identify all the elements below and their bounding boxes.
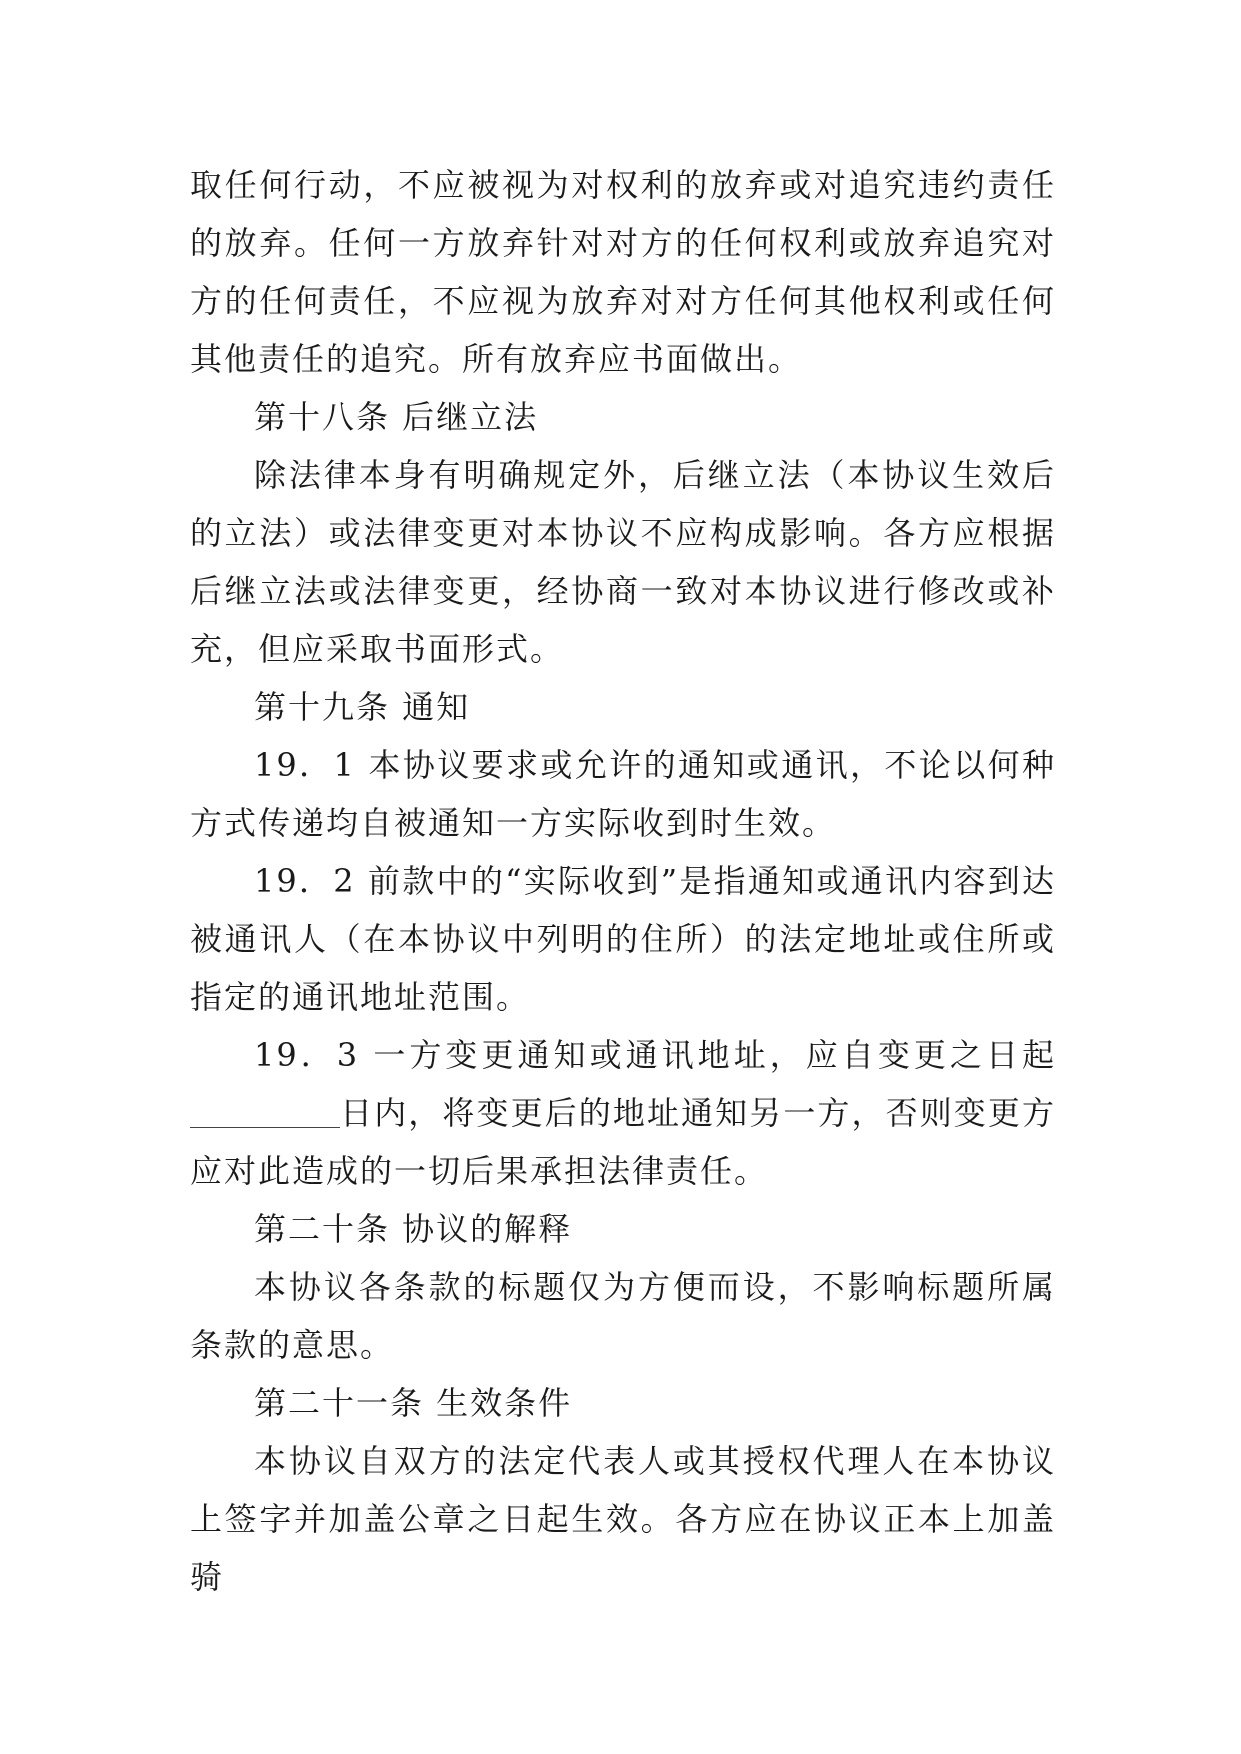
article-19-1: 19．1 本协议要求或允许的通知或通讯，不论以何种方式传递均自被通知一方实际收到时生效。	[190, 746, 1056, 842]
article-21-title: 第二十一条 生效条件	[254, 1384, 573, 1422]
document-body	[190, 156, 1056, 1606]
paragraph-waiver: 取任何行动，不应被视为对权利的放弃或对追究违约责任的放弃。任何一方放弃针对对方的任何权利或放弃追究对方的任何责任，不应视为放弃对对方任何其他权利或任何其他责任的追究。所有放弃应书面做出。	[190, 166, 1056, 378]
article-18-body: 除法律本身有明确规定外，后继立法（本协议生效后的立法）或法律变更对本协议不应构成影响。各方应根据后继立法或法律变更，经协商一致对本协议进行修改或补充，但应采取书面形式。	[190, 456, 1056, 668]
article-20-body: 本协议各条款的标题仅为方便而设，不影响标题所属条款的意思。	[190, 1268, 1056, 1364]
article-19-3-part-a: 19．3 一方变更通知或通讯地址，应自变更之日起	[254, 1036, 1056, 1074]
article-19-3	[190, 1026, 1056, 1200]
article-18-title: 第十八条 后继立法	[254, 398, 539, 436]
article-21-body: 本协议自双方的法定代表人或其授权代理人在本协议上签字并加盖公章之日起生效。各方应在协议正本上加盖骑	[190, 1442, 1056, 1596]
fill-in-blank	[190, 1097, 340, 1128]
article-20-title: 第二十条 协议的解释	[254, 1210, 573, 1248]
article-19-title: 第十九条 通知	[254, 688, 471, 726]
article-19-3-part-b: 日内，将变更后的地址通知另一方，否则变更方应对此造成的一切后果承担法律责任。	[190, 1094, 1056, 1190]
article-19-2: 19．2 前款中的“实际收到”是指通知或通讯内容到达被通讯人（在本协议中列明的住所）的法定地址或住所或指定的通讯地址范围。	[190, 862, 1056, 1016]
